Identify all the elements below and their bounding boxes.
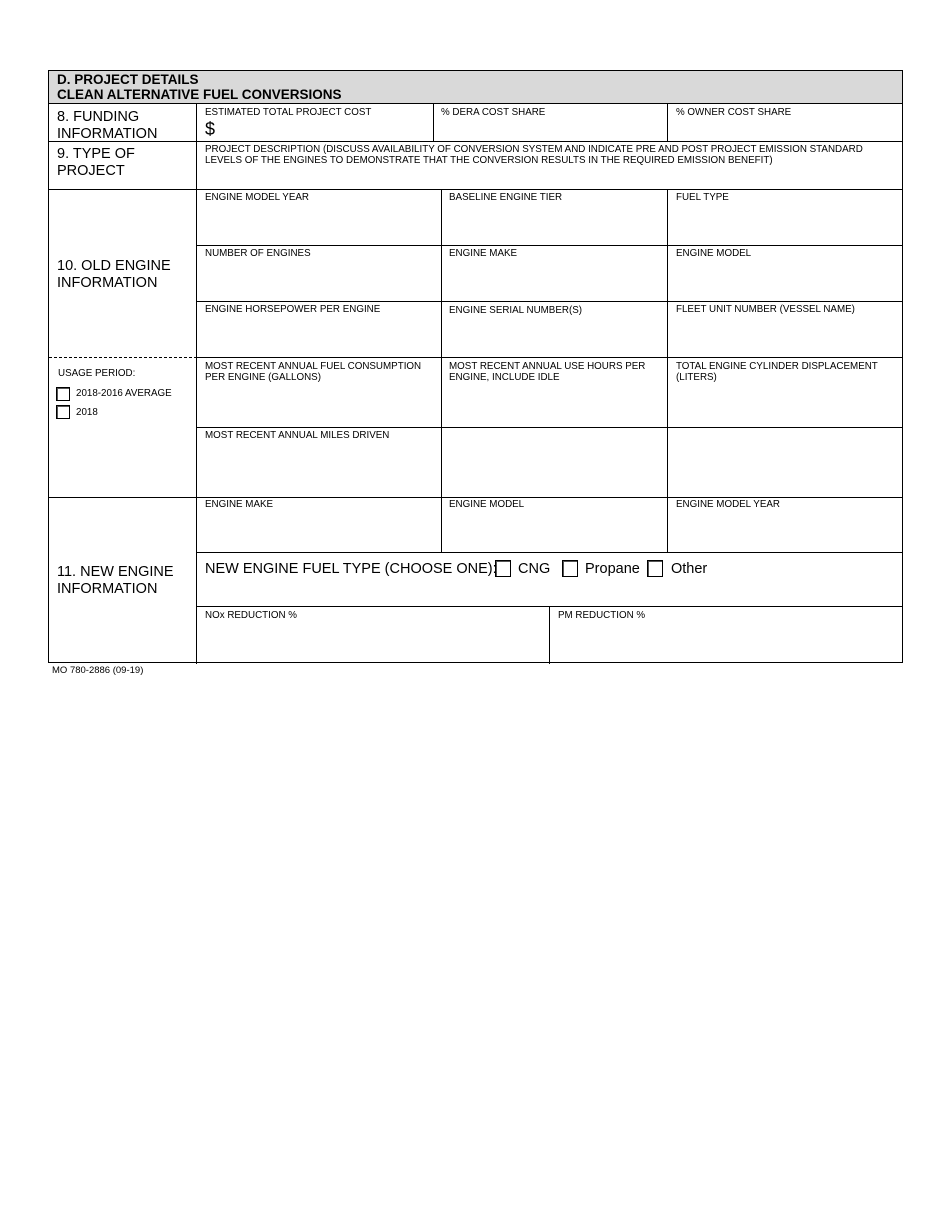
divider: [197, 552, 902, 553]
miles-driven-label: MOST RECENT ANNUAL MILES DRIVEN: [205, 430, 390, 441]
baseline-tier-label: BASELINE ENGINE TIER: [449, 192, 563, 203]
new-engine-section-label: 11. NEW ENGINE INFORMATION: [57, 564, 174, 597]
fuel-type-prompt: NEW ENGINE FUEL TYPE (CHOOSE ONE):: [205, 561, 497, 577]
horsepower-field[interactable]: [198, 317, 440, 355]
new-engine-make-label: ENGINE MAKE: [205, 499, 274, 510]
fleet-unit-label: FLEET UNIT NUMBER (VESSEL NAME): [676, 304, 855, 315]
old-model-year-field[interactable]: [198, 205, 440, 243]
displacement-field[interactable]: [668, 385, 900, 425]
new-model-year-field[interactable]: [668, 512, 900, 550]
old-model-year-label: ENGINE MODEL YEAR: [205, 192, 309, 203]
total-cost-label: ESTIMATED TOTAL PROJECT COST: [205, 107, 372, 118]
new-engine-model-label: ENGINE MODEL: [449, 499, 525, 510]
divider: [49, 141, 902, 142]
divider: [197, 301, 902, 302]
usage-option-2018-label: 2018: [76, 407, 98, 418]
use-hours-label: MOST RECENT ANNUAL USE HOURS PER ENGINE, INCLUDE IDLE: [449, 361, 646, 383]
section-subtitle: CLEAN ALTERNATIVE FUEL CONVERSIONS: [57, 87, 342, 102]
project-type-section-label: 9. TYPE OF PROJECT: [57, 146, 135, 179]
serial-numbers-label: ENGINE SERIAL NUMBER(S): [449, 305, 583, 316]
fleet-unit-field[interactable]: [668, 317, 900, 355]
horsepower-label: ENGINE HORSEPOWER PER ENGINE: [205, 304, 381, 315]
new-engine-make-field[interactable]: [198, 512, 440, 550]
divider: [197, 357, 902, 358]
dera-share-label: % DERA COST SHARE: [441, 107, 546, 118]
miles-driven-field[interactable]: [198, 443, 440, 495]
fuel-option-propane-checkbox[interactable]: [562, 560, 578, 577]
section-title: D. PROJECT DETAILS: [57, 72, 199, 87]
funding-section-label: 8. FUNDING INFORMATION: [57, 109, 158, 142]
fuel-type-field[interactable]: [668, 205, 900, 243]
divider: [49, 189, 902, 190]
usage-option-2018-checkbox[interactable]: [56, 405, 70, 419]
old-engine-make-field[interactable]: [442, 261, 666, 299]
fuel-option-cng-label: CNG: [518, 561, 551, 577]
number-of-engines-label: NUMBER OF ENGINES: [205, 248, 311, 259]
fuel-consumption-label: MOST RECENT ANNUAL FUEL CONSUMPTION PER ENGINE (GALLONS): [205, 361, 422, 383]
usage-option-average-checkbox[interactable]: [56, 387, 70, 401]
fuel-option-cng-checkbox[interactable]: [495, 560, 511, 577]
old-engine-model-label: ENGINE MODEL: [676, 248, 752, 259]
new-model-year-label: ENGINE MODEL YEAR: [676, 499, 780, 510]
baseline-tier-field[interactable]: [442, 205, 666, 243]
total-cost-field[interactable]: $: [205, 119, 216, 139]
usage-option-average-label: 2018-2016 AVERAGE: [76, 388, 172, 399]
pm-reduction-field[interactable]: [550, 623, 900, 661]
divider: [49, 497, 902, 498]
use-hours-field[interactable]: [442, 385, 666, 425]
fuel-option-other-label: Other: [671, 561, 708, 577]
section-header: [49, 71, 902, 104]
owner-share-field[interactable]: [668, 117, 900, 139]
fuel-consumption-field[interactable]: [198, 385, 440, 425]
old-engine-model-field[interactable]: [668, 261, 900, 299]
serial-numbers-field[interactable]: [442, 317, 666, 355]
fuel-option-other-checkbox[interactable]: [647, 560, 663, 577]
divider: [197, 427, 902, 428]
fuel-option-propane-label: Propane: [585, 561, 640, 577]
project-details-form: [48, 70, 903, 663]
displacement-label: TOTAL ENGINE CYLINDER DISPLACEMENT (LITERS): [676, 361, 878, 383]
nox-reduction-field[interactable]: [198, 623, 548, 661]
fuel-type-label: FUEL TYPE: [676, 192, 729, 203]
project-description-label: PROJECT DESCRIPTION (DISCUSS AVAILABILITY OF CONVERSION SYSTEM AND INDICATE PRE AND POST PROJECT EMISSION STANDARD LEVELS OF THE ENGINES TO DEMONSTRATE THAT THE CONVERSION RESULTS IN THE REQUIRED EMISSION BENEFIT): [205, 144, 863, 166]
usage-divider: [49, 357, 197, 358]
left-column-divider: [196, 104, 197, 664]
old-engine-make-label: ENGINE MAKE: [449, 248, 518, 259]
usage-period-label: USAGE PERIOD:: [58, 368, 136, 379]
project-description-field[interactable]: [198, 167, 900, 187]
new-engine-model-field[interactable]: [442, 512, 666, 550]
nox-reduction-label: NOx REDUCTION %: [205, 610, 297, 621]
dera-share-field[interactable]: [434, 117, 666, 139]
form-number: MO 780-2886 (09-19): [52, 665, 144, 676]
owner-share-label: % OWNER COST SHARE: [676, 107, 792, 118]
pm-reduction-label: PM REDUCTION %: [558, 610, 646, 621]
divider: [197, 245, 902, 246]
number-of-engines-field[interactable]: [198, 261, 440, 299]
old-engine-section-label: 10. OLD ENGINE INFORMATION: [57, 258, 171, 291]
